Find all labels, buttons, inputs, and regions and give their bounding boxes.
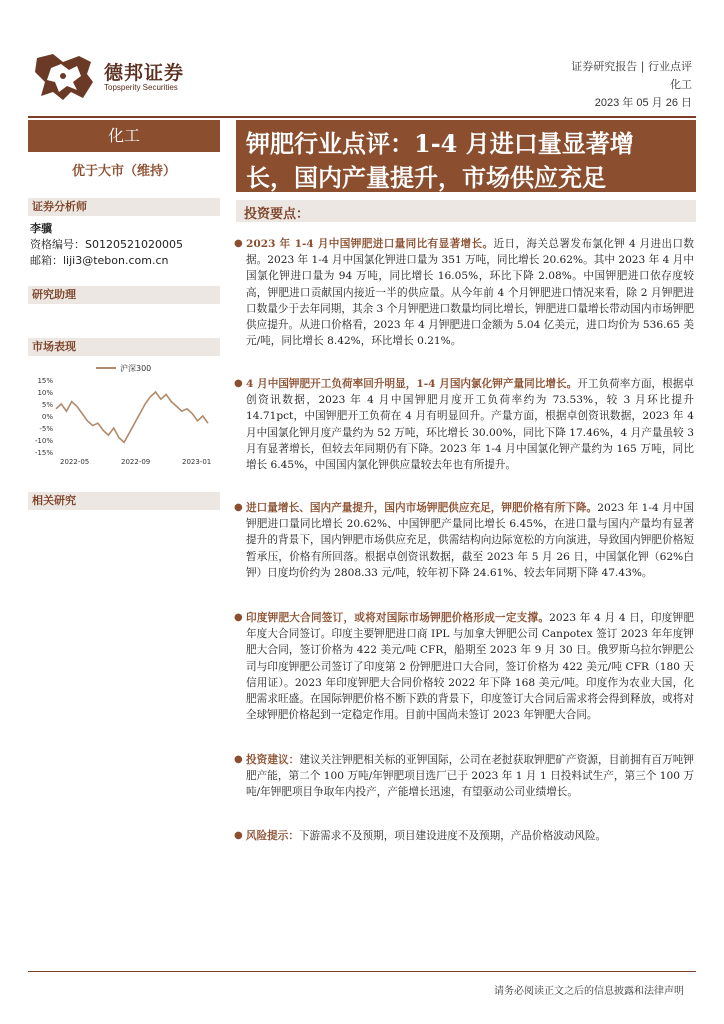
header-sector: 化工 — [670, 78, 692, 91]
key-point-1: ● 2023 年 1-4 月中国钾肥进口量同比有显著增长。近日，海关总署发布氯化钾 4 月进出口数据。2023 年 1-4 月中国氯化钾进口量为 351 万吨，同比增长 20.62%。其中 2023 年 4 月中国氯化钾进口量为 94 万吨，同比增长 16.05%，环比下降 2.08%。中国钾肥进口依存度较高，钾肥进口贡献国内接近一半的供应量。从今年前 4 个月钾肥进口情况来看，除 2 月钾肥进口数量少于去年同期，其余 3 个月钾肥进口数量均同比增长，钾肥进口量增长带动国内市场钾肥供应提升。从进口价格看，2023 年 4 月钾肥进口金额为 5.04 亿美元，进口均价为 536.65 美元/吨，同比增长 8.42%，环比增长 0.21%。 — [234, 238, 695, 348]
x-tick-label: 2023-01 — [182, 458, 212, 466]
title-banner — [236, 120, 696, 192]
assistant-heading: 研究助理 — [28, 286, 220, 304]
key-point-4: ● 印度钾肥大合同签订，或将对国际市场钾肥价格形成一定支撑。2023 年 4 月 4 日，印度钾肥年度大合同签订。印度主要钾肥进口商 IPL 与加拿大钾肥公司 Canpotex 签订 2023 年年度钾肥大合同，签订价格为 422 美元/吨 CFR，船期至 2023 年 9 月 30 日。俄罗斯乌拉尔钾肥公司与印度钾肥公司签订了印度第 2 份钾肥进口大合同，签订价格为 422 美元/吨 CFR（180 天信用证）。2023 年印度钾肥大合同价格较 2022 年下降 168 美元/吨。印度作为农业大国，化肥需求旺盛。在国际钾肥价格不断下跌的背景下，印度签订大合同后需求将会得到释放，或将对全球钾肥价格起到一定稳定作用。目前中国尚未签订 2023 年钾肥大合同。 — [234, 612, 695, 722]
bullet-icon: ● — [234, 378, 243, 389]
sector-badge: 化工 — [28, 120, 220, 152]
key-point-2: ● 4 月中国钾肥开工负荷率回升明显，1-4 月国内氯化钾产量同比增长。开工负荷率方面，根据卓创资讯数据，2023 年 4 月中国钾肥月度开工负荷率约为 73.53%，较 3 月环比提升 14.71pct，中国钾肥开工负荷在 4 月有明显回升。产量方面，根据卓创资讯数据，2023 年 4 月中国氯化钾月度产量约为 52 万吨，环比增长 30.00%，同比下降 17.46%，4 月产量虽较 3 月有显著增长，但较去年同期仍有下降。2023 年 1-4 月中国氯化钾产量约为 165 万吨，同比增长 6.45%，中国国内氯化钾供应量较去年也有所提升。 — [234, 378, 695, 472]
y-tick-label: -10% — [34, 437, 53, 445]
y-tick-label: 0% — [41, 413, 53, 421]
related-heading: 相关研究 — [28, 492, 220, 510]
y-tick-label: -5% — [39, 425, 53, 433]
brand-name-en: Topsperity Securities — [104, 83, 178, 92]
series-line-hs300 — [56, 392, 208, 442]
key-point-5: ● 投资建议：建议关注钾肥相关标的亚钾国际，公司在老挝获取钾肥矿产资源，目前拥有百万吨钾肥产能，第二个 100 万吨/年钾肥项目选厂已于 2023 年 1 月 1 日投料试生产，第三个 100 万吨/年钾肥项目争取年内投产，产能增长迅速，有望驱动公司业绩增长。 — [234, 754, 694, 799]
brand-logo-icon — [33, 52, 95, 102]
y-tick-label: 5% — [41, 401, 53, 409]
key-points-label: 投资要点： — [244, 207, 310, 222]
analyst-cert: 资格编号：S0120521020005 — [30, 238, 183, 251]
market-performance-chart — [28, 360, 220, 472]
analyst-heading: 证券分析师 — [28, 198, 220, 216]
analyst-name: 李骥 — [30, 222, 52, 235]
legend-label: 沪深300 — [120, 364, 152, 373]
rating: 优于大市（维持） — [71, 164, 176, 179]
bullet-icon: ● — [234, 830, 243, 841]
analyst-email[interactable]: 邮箱：liji3@tebon.com.cn — [30, 254, 169, 267]
report-date: 2023 年 05 月 26 日 — [594, 97, 692, 109]
title-line-2: 长，国内产量提升，市场供应充足 — [246, 163, 606, 192]
report-type: 证券研究报告 | 行业点评 — [571, 60, 692, 73]
x-tick-label: 2022-09 — [121, 458, 151, 466]
y-tick-label: 10% — [37, 389, 53, 397]
bullet-icon: ● — [234, 502, 243, 513]
footer-disclaimer[interactable]: 请务必阅读正文之后的信息披露和法律声明 — [494, 986, 684, 997]
header-divider — [28, 116, 696, 118]
footer-divider — [28, 971, 696, 972]
title-line-1: 钾肥行业点评：1-4 月进口量显著增 — [246, 129, 634, 158]
x-tick-label: 2022-05 — [60, 458, 90, 466]
bullet-icon: ● — [234, 238, 243, 249]
key-point-3: ● 进口量增长、国内产量提升，国内市场钾肥供应充足，钾肥价格有所下降。2023 年 1-4 月中国钾肥进口量同比增长 20.62%、中国钾肥产量同比增长 6.45%，在进口量与国内产量均有显著提升的背景下，国内钾肥市场供应充足，供需结构向边际宽松的方向演进，导致国内钾肥价格短暂承压，价格有所回落。根据卓创资讯数据，截至 2023 年 5 月 26 日，中国氯化钾（62%白钾）日度均价约为 2808.33 元/吨，较年初下降 24.61%、较去年同期下降 47.43%。 — [234, 502, 695, 579]
key-points-heading — [236, 200, 696, 222]
bullet-icon: ● — [234, 612, 243, 623]
key-point-6: ● 风险提示：下游需求不及预期，项目建设进度不及预期，产品价格波动风险。 — [246, 828, 694, 844]
brand-name-cn: 德邦证券 — [104, 62, 185, 84]
market-heading: 市场表现 — [28, 338, 220, 356]
y-tick-label: 15% — [37, 377, 53, 385]
bullet-icon: ● — [234, 754, 243, 765]
y-tick-label: -15% — [34, 449, 53, 457]
